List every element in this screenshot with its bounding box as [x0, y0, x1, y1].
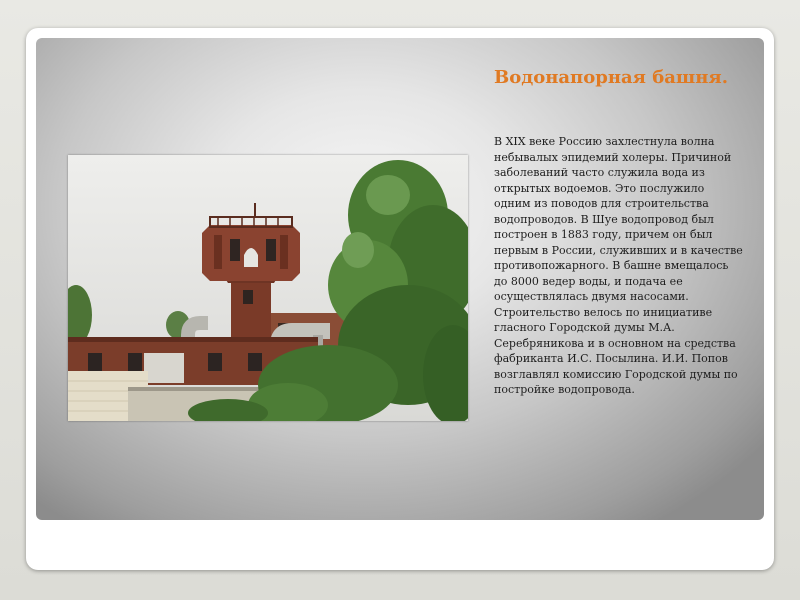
- slide-title: Водонапорная башня.: [494, 67, 728, 88]
- water-tower-photo-illustration: [68, 155, 468, 421]
- water-tower-photo: [68, 155, 468, 421]
- slide-body-text: В XIX веке Россию захлестнула волна небывалых эпидемий холеры. Причиной заболеваний часто служила вода из открытых водоемов. Это послужило одним из поводов для строительства водопроводов. В Шуе водопровод был построен в 1883 году, причем он был первым в России, служивших и в качестве противопожарного. В башне вмещалось до 8000 ведер воды, и подача ее осуществлялась двумя насосами. Строительство велось по инициативе гласного Городской думы М.А. Серебряникова и в основном на средства фабриканта И.С. Посылина. И.И. Попов возглавлял комиссию Городской думы по постройке водопровода.: [494, 135, 743, 396]
